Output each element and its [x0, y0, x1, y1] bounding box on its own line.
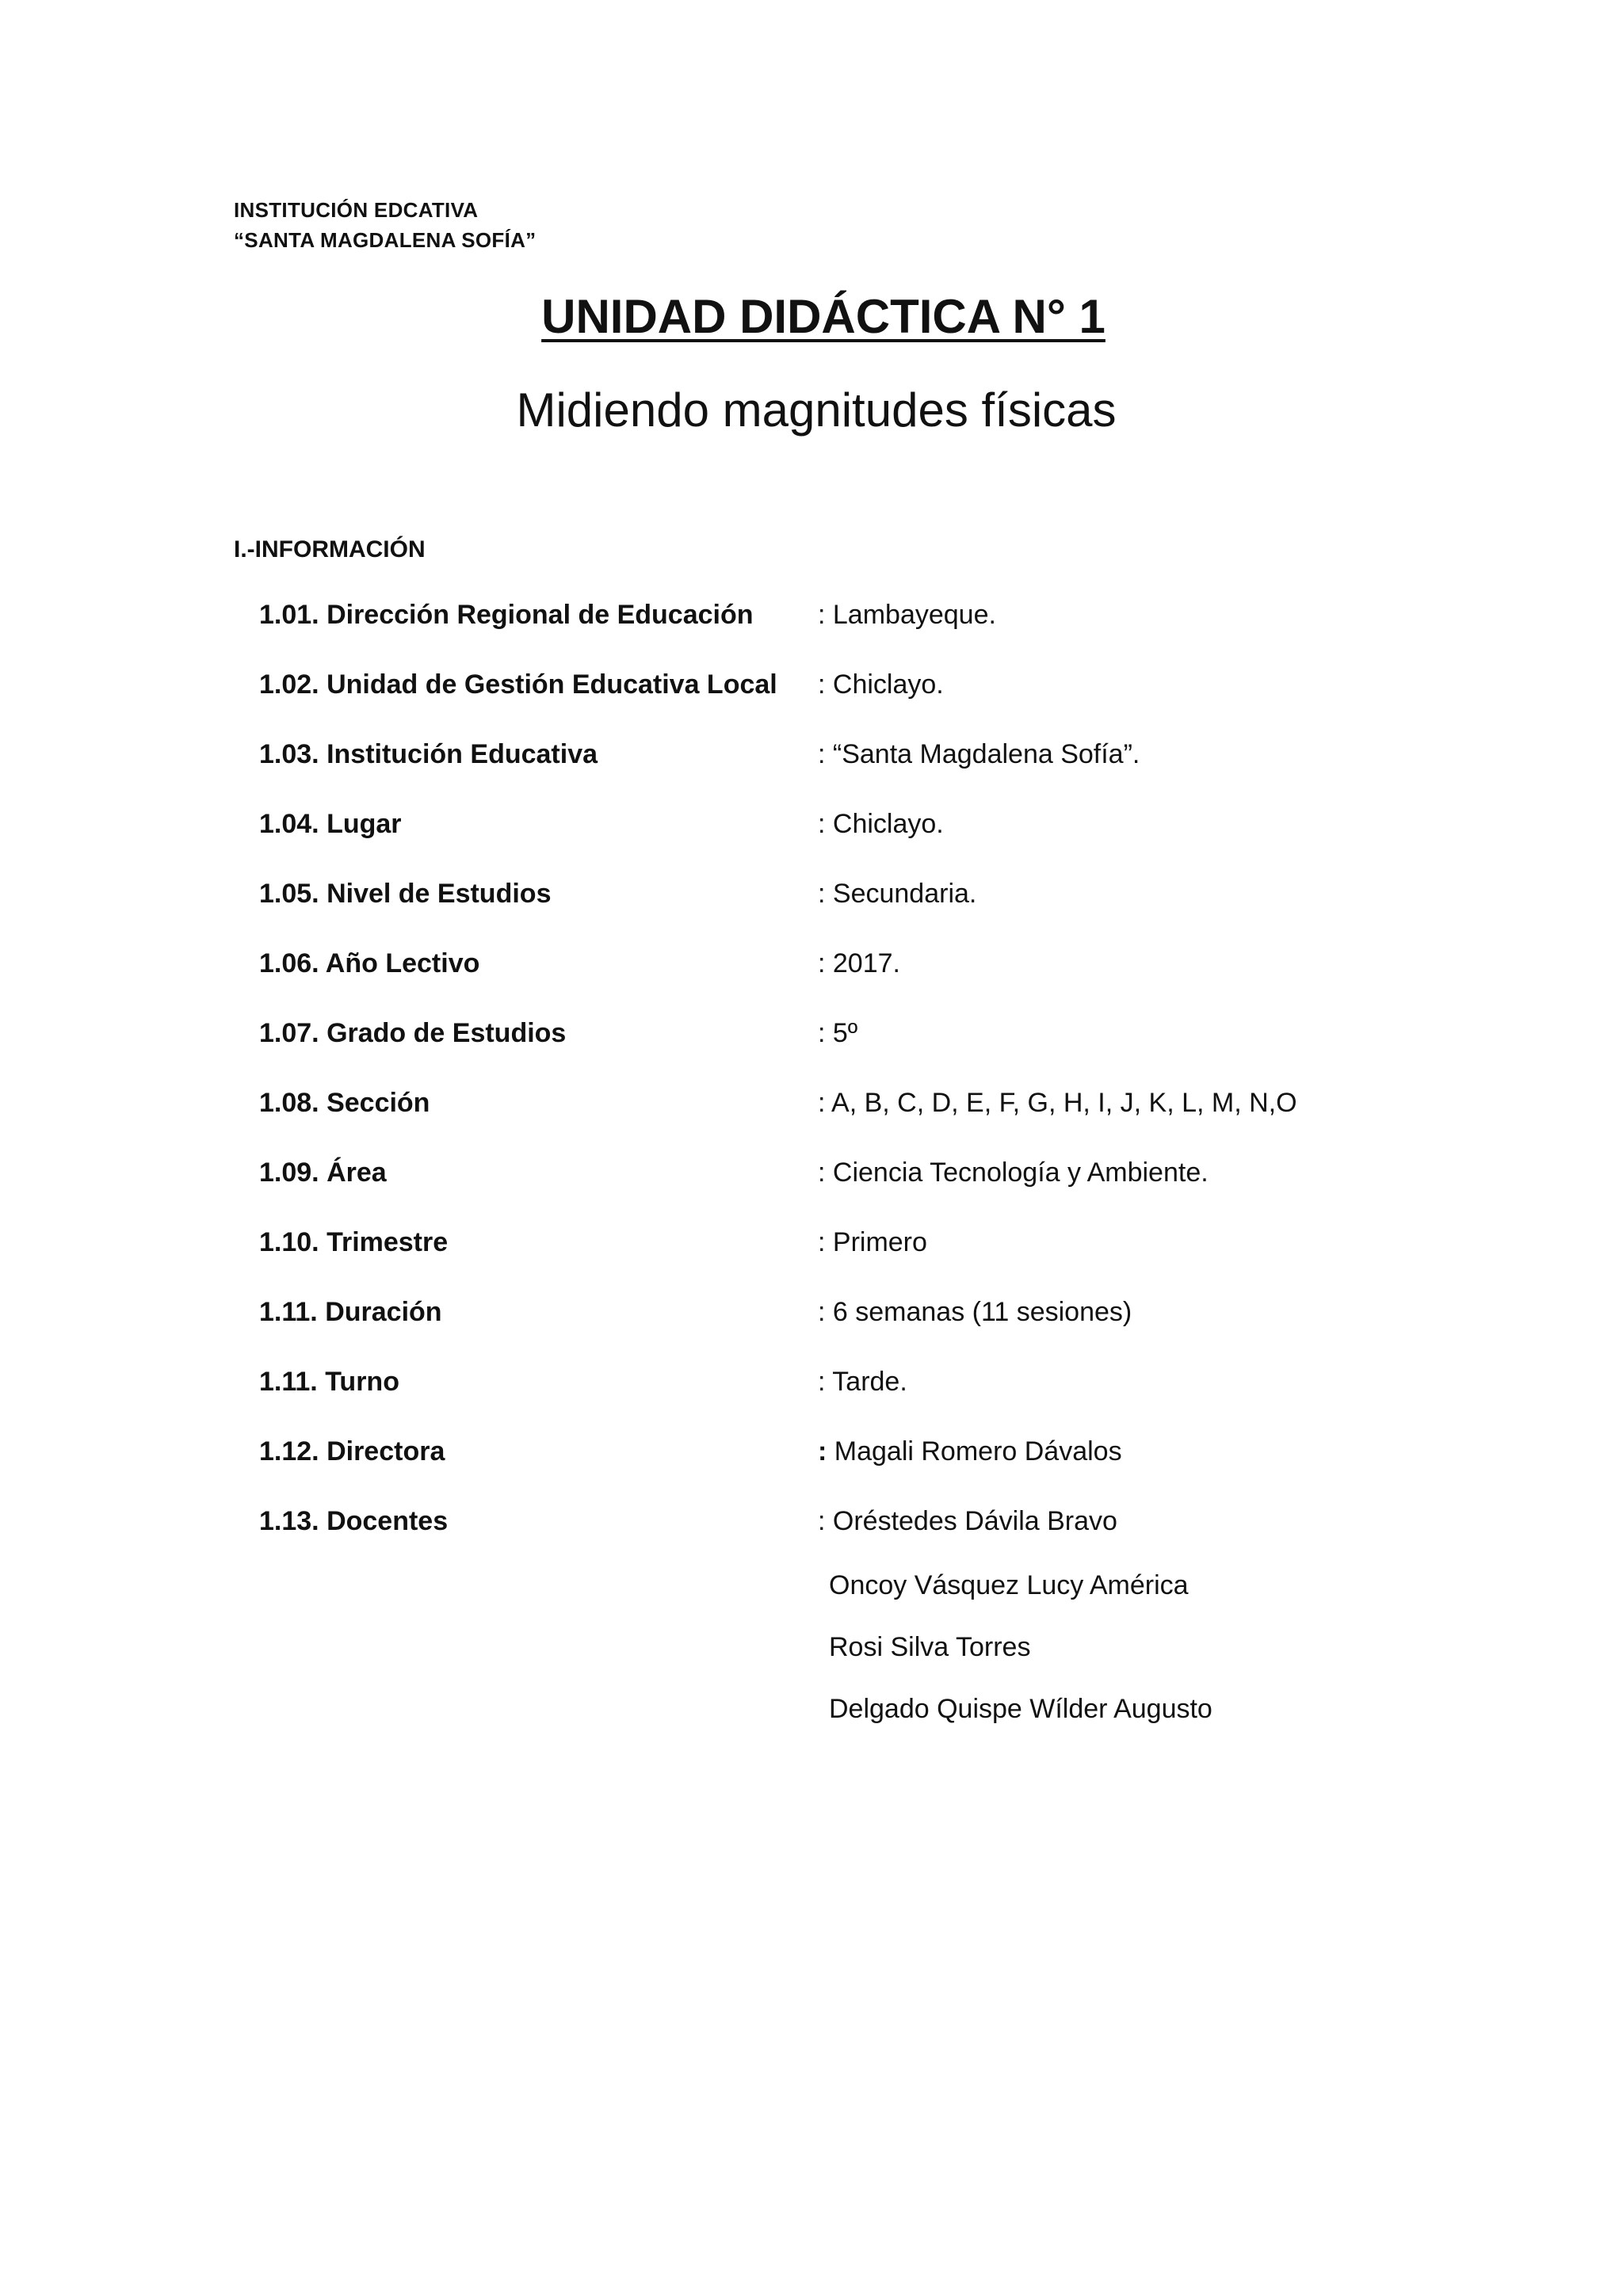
info-value: [818, 1363, 907, 1401]
info-colon: :: [818, 1088, 826, 1118]
info-colon: :: [818, 739, 826, 769]
info-row-institucion: [259, 735, 1448, 805]
info-row-duracion: [259, 1293, 1448, 1363]
info-value: [818, 944, 900, 982]
institution-line-2: “SANTA MAGDALENA SOFÍA”: [234, 228, 537, 252]
info-label: 1.10. Trimestre: [259, 1227, 449, 1257]
info-value-text: 6 semanas (11 sesiones): [825, 1297, 1132, 1327]
info-value: [818, 735, 1140, 773]
institution-line-1: INSTITUCIÓN EDCATIVA: [234, 198, 479, 222]
document-subtitle: Midiendo magnitudes físicas: [516, 383, 1117, 437]
info-value-text: Oréstedes Dávila Bravo: [825, 1506, 1117, 1536]
info-label: 1.11. Duración: [259, 1297, 442, 1327]
document-subtitle-row: [0, 379, 1623, 442]
info-row-area: [259, 1154, 1448, 1223]
info-row-trimestre: [259, 1223, 1448, 1293]
info-colon: :: [818, 1018, 826, 1048]
info-row-docentes: [259, 1502, 1448, 1572]
institution-header: [234, 195, 536, 255]
info-row-directora: [259, 1432, 1448, 1502]
info-value: [818, 1223, 927, 1261]
info-value-text: 2017.: [825, 948, 900, 978]
info-label: 1.01. Dirección Regional de Educación: [259, 600, 754, 630]
info-label: 1.13. Docentes: [259, 1506, 449, 1536]
info-value: [818, 1502, 1117, 1540]
info-value-text: 5º: [825, 1018, 858, 1048]
info-value-text: Lambayeque.: [825, 600, 996, 630]
info-value: [818, 1084, 1297, 1122]
info-label: 1.04. Lugar: [259, 809, 402, 839]
info-colon: :: [818, 600, 826, 630]
docente-name: Rosi Silva Torres: [829, 1632, 1031, 1662]
info-value: [818, 1154, 1209, 1192]
info-value-text: Ciencia Tecnología y Ambiente.: [825, 1158, 1209, 1188]
info-label: 1.08. Sección: [259, 1088, 430, 1118]
info-value-text: Magali Romero Dávalos: [827, 1436, 1122, 1466]
info-row-nivel: [259, 875, 1448, 944]
info-colon: :: [818, 669, 826, 700]
info-value: [818, 1293, 1132, 1331]
docente-name: Oncoy Vásquez Lucy América: [829, 1570, 1189, 1600]
info-label: 1.06. Año Lectivo: [259, 948, 480, 978]
info-value: [818, 1014, 857, 1052]
info-value: [818, 805, 944, 843]
docentes-list: [829, 1566, 1212, 1752]
info-list: [259, 596, 1448, 1572]
info-value-text: Secundaria.: [825, 879, 977, 909]
info-row-anio-lectivo: [259, 944, 1448, 1014]
info-label: 1.03. Institución Educativa: [259, 739, 598, 769]
info-value-text: Chiclayo.: [825, 809, 944, 839]
info-value-text: Primero: [825, 1227, 927, 1257]
info-colon: :: [818, 809, 826, 839]
document-title-row: [0, 285, 1623, 349]
info-row-seccion: [259, 1084, 1448, 1154]
document-title: UNIDAD DIDÁCTICA N° 1: [541, 290, 1106, 343]
docente-name: Delgado Quispe Wílder Augusto: [829, 1694, 1212, 1724]
info-label: 1.09. Área: [259, 1158, 387, 1188]
info-value: [818, 666, 944, 704]
info-colon: :: [818, 1227, 826, 1257]
info-row-turno: [259, 1363, 1448, 1432]
info-row-direccion-regional: [259, 596, 1448, 666]
info-value-text: Tarde.: [825, 1367, 907, 1397]
info-value: [818, 875, 976, 913]
info-colon: :: [818, 1297, 826, 1327]
section-heading: I.-INFORMACIÓN: [234, 536, 426, 563]
info-value: [818, 596, 996, 634]
info-label: 1.07. Grado de Estudios: [259, 1018, 567, 1048]
info-row-lugar: [259, 805, 1448, 875]
info-colon: :: [818, 948, 826, 978]
info-row-grado: [259, 1014, 1448, 1084]
info-label: 1.05. Nivel de Estudios: [259, 879, 552, 909]
info-colon: :: [818, 1506, 826, 1536]
info-colon: :: [818, 879, 826, 909]
info-value-text: A, B, C, D, E, F, G, H, I, J, K, L, M, N,O: [825, 1088, 1297, 1118]
info-label: 1.12. Directora: [259, 1436, 445, 1466]
info-value: [818, 1432, 1122, 1470]
info-colon: :: [818, 1367, 826, 1397]
info-colon: :: [818, 1158, 826, 1188]
info-colon: :: [818, 1436, 827, 1466]
info-row-ugel: [259, 666, 1448, 735]
info-label: 1.11. Turno: [259, 1367, 399, 1397]
info-label: 1.02. Unidad de Gestión Educativa Local: [259, 669, 777, 700]
info-value-text: Chiclayo.: [825, 669, 944, 700]
info-value-text: “Santa Magdalena Sofía”.: [825, 739, 1140, 769]
